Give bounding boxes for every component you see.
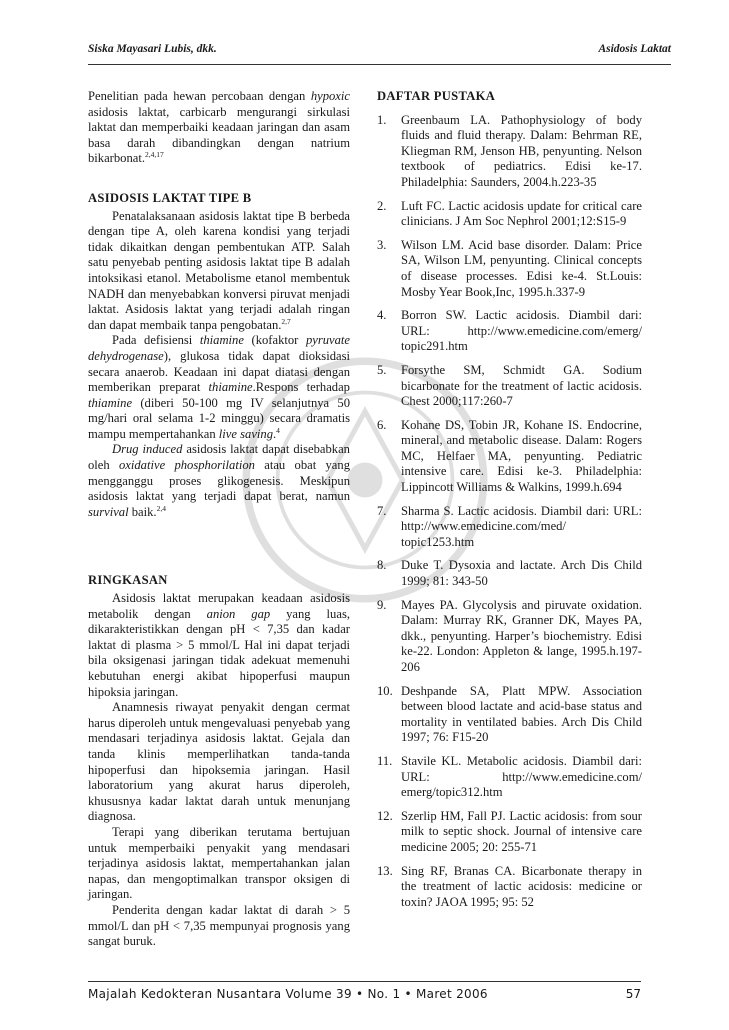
reference-text: Mayes PA. Glycolysis and piruvate oxidation. Dalam: Murray RK, Granner DK, Mayes PA, dkk., penyunting. Harper’s biochemistry. Edisi ke-22. London: Appleton & lange, 1995.h.197-206 bbox=[401, 597, 642, 674]
reference-text: Luft FC. Lactic acidosis update for critical care clinicians. J Am Soc Nephrol 2001;12:S15-9 bbox=[401, 198, 642, 229]
reference-number: 4. bbox=[377, 308, 387, 323]
term: anion gap bbox=[206, 606, 271, 621]
term: thiamine bbox=[199, 333, 244, 348]
intro-text: Penelitian pada hewan percobaan dengan bbox=[88, 89, 311, 103]
left-column bbox=[88, 89, 350, 950]
reference-number: 9. bbox=[377, 597, 387, 612]
text: Pada defisiensi bbox=[112, 333, 200, 348]
text: baik. bbox=[128, 504, 157, 519]
citation-sup: 2,4 bbox=[156, 503, 166, 513]
reference-item bbox=[377, 308, 642, 355]
intro-paragraph bbox=[88, 89, 350, 167]
text: ), glukosa tidak dapat dioksidasi secara anaerob. Keadaan ini dapat diatasi dengan memberikan preparat bbox=[88, 348, 350, 395]
reference-text: Szerlip HM, Fall PJ. Lactic acidosis: from sour milk to septic shock. Journal of intensive care medicine 2005; 20: 255-71 bbox=[401, 808, 642, 854]
running-header bbox=[88, 40, 671, 65]
reference-item bbox=[377, 363, 642, 410]
tipe-b-text: Penatalaksanaan asidosis laktat tipe B berbeda dengan tipe A, oleh karena kondisi yang terjadi tidak dikaitkan dengan pembentukan ATP. Salah satu penyebab penting asidosis laktat tipe B adalah intoksikasi etanol. Metabolisme etanol membentuk NADH dan menyebabkan konversi piruvat menjadi laktat. Asidosis laktat yang terjadi adalah ringan dan dapat membaik tanpa pengobatan. bbox=[88, 208, 350, 332]
ringkasan-paragraph-1 bbox=[88, 591, 350, 700]
reference-item bbox=[377, 754, 642, 801]
reference-text: Borron SW. Lactic acidosis. Diambil dari: URL: http://www.emedicine.com/emerg/ topic291.htm bbox=[401, 308, 642, 354]
reference-number: 7. bbox=[377, 503, 387, 518]
reference-item bbox=[377, 558, 642, 589]
reference-number: 2. bbox=[377, 198, 387, 213]
reference-item bbox=[377, 418, 642, 496]
intro-text-cont: asidosis laktat, carbicarb mengurangi sirkulasi laktat dan memperbaiki keadaan jaringan dan asam basa darah dibandingkan dengan natrium bikarbonat. bbox=[88, 104, 350, 166]
reference-item bbox=[377, 684, 642, 746]
reference-number: 11. bbox=[377, 753, 393, 768]
section-heading-daftar-pustaka: DAFTAR PUSTAKA bbox=[377, 89, 496, 103]
reference-item bbox=[377, 199, 642, 230]
text: asidosis laktat dapat disebabkan oleh bbox=[88, 442, 350, 473]
reference-text: Greenbaum LA. Pathophysiology of body fluids and fluid therapy. Dalam: Behrman RE, Kliegman RM, Jenson HB, penyunting. Nelson textbook of pediatrics. Edisi ke-17. Philadelphia: Saunders, 2004.h.223-35 bbox=[401, 112, 642, 189]
reference-text: Forsythe SM, Schmidt GA. Sodium bicarbonate for the treatment of lactic acidosis. Chest 2000;117:260-7 bbox=[401, 362, 642, 409]
right-column bbox=[377, 89, 642, 918]
reference-item bbox=[377, 504, 642, 551]
term: oxidative phosphorilation bbox=[119, 458, 255, 473]
ringkasan-paragraph-2: Anamnesis riwayat penyakit dengan cermat harus diperoleh untuk mengevaluasi penyebab yang mendasari terjadinya asidosis laktat. Gejala dan tanda klinis memperlihatkan tanda-tanda hipoperfusi dan hipoksemia jaringan. Hasil laboratorium yang akurat harus diperoleh, khususnya kadar laktat darah untuk menunjang diagnosa. bbox=[88, 700, 350, 824]
tipe-b-paragraph-3 bbox=[88, 442, 350, 520]
reference-item bbox=[377, 864, 642, 911]
section-heading-tipe-b: ASIDOSIS LAKTAT TIPE B bbox=[88, 190, 252, 205]
ringkasan-paragraph-4: Penderita dengan kadar laktat di darah > 5 mmol/L dan pH < 7,35 mempunyai prognosis yang sangat buruk. bbox=[88, 902, 350, 949]
text: atau obat yang mengganggu proses glikogenesis. Meskipun asidosis laktat yang terjadi dapat berat, namun bbox=[88, 458, 350, 504]
header-author: Siska Mayasari Lubis, dkk. bbox=[88, 43, 217, 55]
citation-sup: 2,7 bbox=[281, 316, 291, 326]
reference-item bbox=[377, 598, 642, 676]
reference-number: 5. bbox=[377, 362, 387, 377]
citation-sup: 4 bbox=[276, 425, 280, 435]
intro-term-hypoxic: hypoxic bbox=[310, 89, 350, 103]
ringkasan-paragraph-3: Terapi yang diberikan terutama bertujuan untuk memperbaiki penyakit yang mendasari terjadinya asidosis laktat, mempertahankan jalan napas, dan mengoptimalkan transpor oksigen di jaringan. bbox=[88, 824, 350, 902]
reference-number: 6. bbox=[377, 417, 387, 432]
section-heading-ringkasan: RINGKASAN bbox=[88, 573, 168, 588]
page-footer bbox=[88, 981, 641, 1001]
reference-number: 8. bbox=[377, 558, 387, 573]
term: thiamine bbox=[88, 395, 133, 410]
journal-citation: Majalah Kedokteran Nusantara Volume 39 • No. 1 • Maret 2006 bbox=[88, 987, 488, 1001]
term: pyruvate dehydrogenase bbox=[88, 333, 350, 363]
reference-text: Wilson LM. Acid base disorder. Dalam: Price SA, Wilson LM, penyunting. Clinical concepts of disease processes. Edisi ke-4. St.Louis: Mosby Year Book,Inc, 1995.h.337-9 bbox=[401, 237, 642, 299]
tipe-b-paragraph-1 bbox=[88, 209, 350, 334]
reference-number: 12. bbox=[377, 808, 393, 823]
reference-list bbox=[377, 113, 642, 911]
header-title: Asidosis Laktat bbox=[598, 43, 671, 55]
text: (kofaktor bbox=[243, 333, 306, 348]
reference-number: 10. bbox=[377, 683, 393, 698]
reference-number: 13. bbox=[377, 863, 393, 878]
text: yang luas, dikarakteristikkan dengan pH < 7,35 dan kadar laktat di plasma > 5 mmol/L Hal ini dapat terjadi bila oksigenasi jaringan tidak adekuat memenuhi kebutuhan energi akibat hipoperfusi maupun hipoksia jaringan. bbox=[88, 606, 350, 699]
text: . bbox=[273, 426, 277, 441]
reference-text: Stavile KL. Metabolic acidosis. Diambil dari: URL: http://www.emedicine.com/ emerg/topic312.htm bbox=[401, 753, 642, 800]
reference-item bbox=[377, 113, 642, 191]
reference-number: 3. bbox=[377, 237, 387, 252]
reference-item bbox=[377, 238, 642, 300]
text: .Respons terhadap bbox=[252, 380, 350, 395]
text: (diberi 50-100 mg IV selanjutnya 50 mg/hari oral selama 1-2 minggu) secara dramatis mampu mempertahankan bbox=[88, 395, 350, 441]
term: thiamine bbox=[208, 380, 253, 395]
page-number: 57 bbox=[625, 987, 641, 1001]
reference-text: Sharma S. Lactic acidosis. Diambil dari: URL: http://www.emedicine.com/med/ topic1253.htm bbox=[401, 503, 642, 549]
reference-text: Duke T. Dysoxia and lactate. Arch Dis Child 1999; 81: 343-50 bbox=[401, 558, 642, 589]
term: Drug induced bbox=[112, 442, 183, 457]
term: survival bbox=[88, 504, 129, 519]
reference-text: Sing RF, Branas CA. Bicarbonate therapy in the treatment of lactic acidosis: medicine or toxin? JAOA 1995; 95: 52 bbox=[401, 863, 642, 909]
reference-text: Kohane DS, Tobin JR, Kohane IS. Endocrine, mineral, and metabolic disease. Dalam: Rogers MC, Helfaer MA, penyunting. Pediatric intensive care. Edisi ke-3. Philadelphia: Lippincott Williams & Walkins, 1999.h.694 bbox=[401, 417, 642, 495]
term: live saving bbox=[218, 426, 274, 441]
reference-text: Deshpande SA, Platt MPW. Association between blood lactate and acid-base status and mortality in ventilated babies. Arch Dis Child 1997; 76: F15-20 bbox=[401, 683, 642, 745]
tipe-b-paragraph-2 bbox=[88, 333, 350, 442]
reference-number: 1. bbox=[377, 112, 387, 127]
citation-sup: 2,4,17 bbox=[145, 150, 164, 160]
text: Asidosis laktat merupakan keadaan asidosis metabolik dengan bbox=[88, 591, 350, 621]
reference-item bbox=[377, 809, 642, 856]
